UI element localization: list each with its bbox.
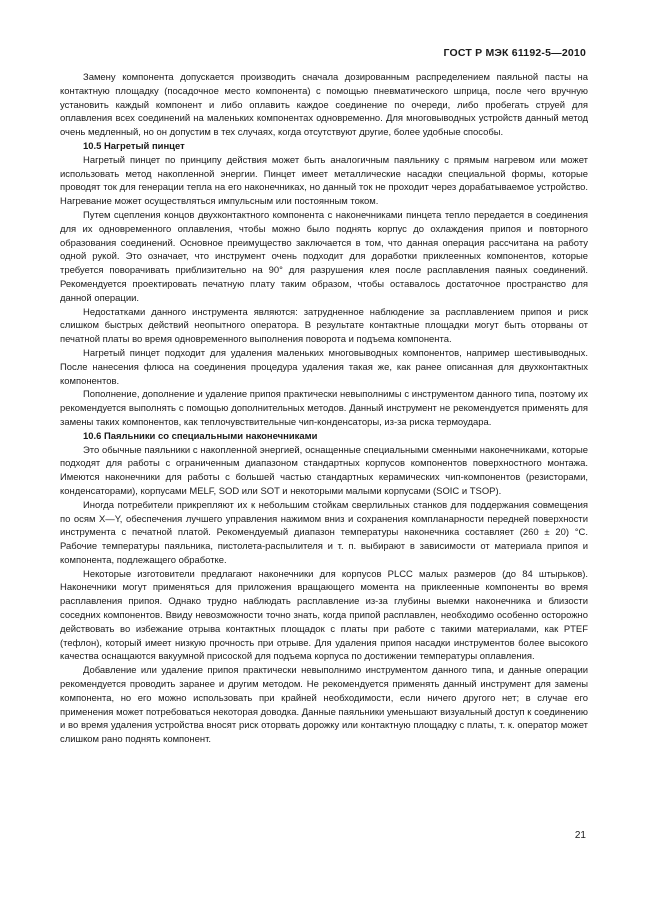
paragraph: Нагретый пинцет подходит для удаления маленьких многовыводных компонентов, например шестивыводных. После нанесения флюса на соединения процедура удаления такая же, как ранее описанная для двухконтактных компонентов. [60,347,588,387]
paragraph: Пополнение, дополнение и удаление припоя практически невыполнимы с инструментом данного типа, поэтому их рекомендуется выполнять с помощью дополнительных методов. Данный инструмент не рекомендуется применять для замены таких компонентов, как теплочувствительные чип-конденсаторы, из-за риска термоудара. [60,389,588,428]
paragraph: Добавление или удаление припоя практически невыполнимо инструментом данного типа, и данные операции рекомендуется проводить заранее и другим методом. Не рекомендуется применять данный инструмент для замены компонента, но его можно использовать при крайней необходимости, если ничего другого нет; в случае его применения может потребоваться некоторая доводка. Данные паяльники уменьшают визуальный доступ к соединению и во время удаления устройства вносят риск оторвать дорожку или контактную площадку с платы, т. к. оператор может слишком рано поднять компонент. [60,665,588,746]
section-heading-10-6: 10.6 Паяльники со специальными наконечниками [83,430,318,442]
paragraph: Некоторые изготовители предлагают наконечники для корпусов PLCC малых размеров (до 84 штырьков). Наконечники могут применяться для приложения вращающего момента на приклеенные компоненты во время расплавления припоя. Однако трудно наблюдать расплавление из-за глубины выемки наконечника и близости соседних компонентов. Ввиду невозможности точно знать, когда припой расплавлен, необходимо особенно осторожно действовать во избежание отрыва контактных площадок с платы при работе с такими материалами, как PTEF (тефлон), который имеет низкую прочность при отрыве. Для удаления припоя насадки инструментов более высокого качества оснащаются вакуумной присоской для подъема корпуса по достижении температуры оплавления. [60,568,588,663]
page-number: 21 [574,830,586,841]
section-heading-10-5: 10.5 Нагретый пинцет [83,140,185,152]
paragraph: Нагретый пинцет по принципу действия может быть аналогичным паяльнику с прямым нагревом или может использовать метод накопленной энергии. Пинцет имеет металлические насадки специальной формы, которые проводят ток для генерации тепла на его наконечниках, но данный ток не проходит через дорабатываемое устройство. Нагревание может осуществляться импульсным или постоянным током. [60,154,588,208]
paragraph: Путем сцепления концов двухконтактного компонента с наконечниками пинцета тепло передается в соединения для их одновременного оплавления, чтобы можно было поднять корпус до охлаждения припоя и повторного образования соединений. Основное преимущество заключается в том, что данная операция рассчитана на работу одной рукой. Это означает, что инструмент очень подходит для доработки приклеенных компонентов, которые требуется поворачивать приблизительно на 90° для разрушения клея после расплавления паяных соединений. Рекомендуется проектировать печатную плату таким образом, чтобы оставалось достаточное пространство для данной операции. [60,209,588,304]
paragraph: Это обычные паяльники с накопленной энергией, оснащенные специальными сменными наконечниками, которые подходят для работы с ограниченным диапазоном стандартных корпусов компонентов поверхностного монтажа. Имеются наконечники для работы с большей частью стандартных керамических чип-компонентов (резисторами, конденсаторами), корпусами MELF, SOD или SOT и некоторыми малыми корпусами (SOIC и TSOP). [60,444,588,497]
paragraph: Иногда потребители прикрепляют их к небольшим стойкам сверлильных станков для поддержания совмещения по осям X—Y, обеспечения лучшего управления нажимом вниз и сохранения компланарности передней поверхности инструмента с печатной платой. Рекомендуемый диапазон температуры наконечника составляет (260 ± 20) °С. Рабочие температуры паяльника, пистолета-распылителя и т. п. выбирают в зависимости от материала припоя и компонента, подлежащего обработке. [60,499,588,566]
document-body [60,71,588,747]
standard-header: ГОСТ Р МЭК 61192-5—2010 [443,47,586,59]
paragraph: Замену компонента допускается производить сначала дозированным распределением паяльной пасты на контактную площадку (посадочное место компонента) с помощью пневматического шприца, после чего вручную установить каждый компонент и либо оплавить каждое соединение по очереди, либо пробегать струей для оплавления всех соединений на маленьких компонентах одновременно. Для многовыводных устройств данный метод очень медленный, но он допустим в тех случаях, когда отсутствуют другие, более удобные способы. [60,72,588,139]
paragraph: Недостатками данного инструмента являются: затрудненное наблюдение за расплавлением припоя и риск слишком быстрых действий неопытного оператора. В результате контактные площадки могут быть оторваны от печатной платы во время одновременного выполнения поворота и подъема компонента. [60,306,588,346]
